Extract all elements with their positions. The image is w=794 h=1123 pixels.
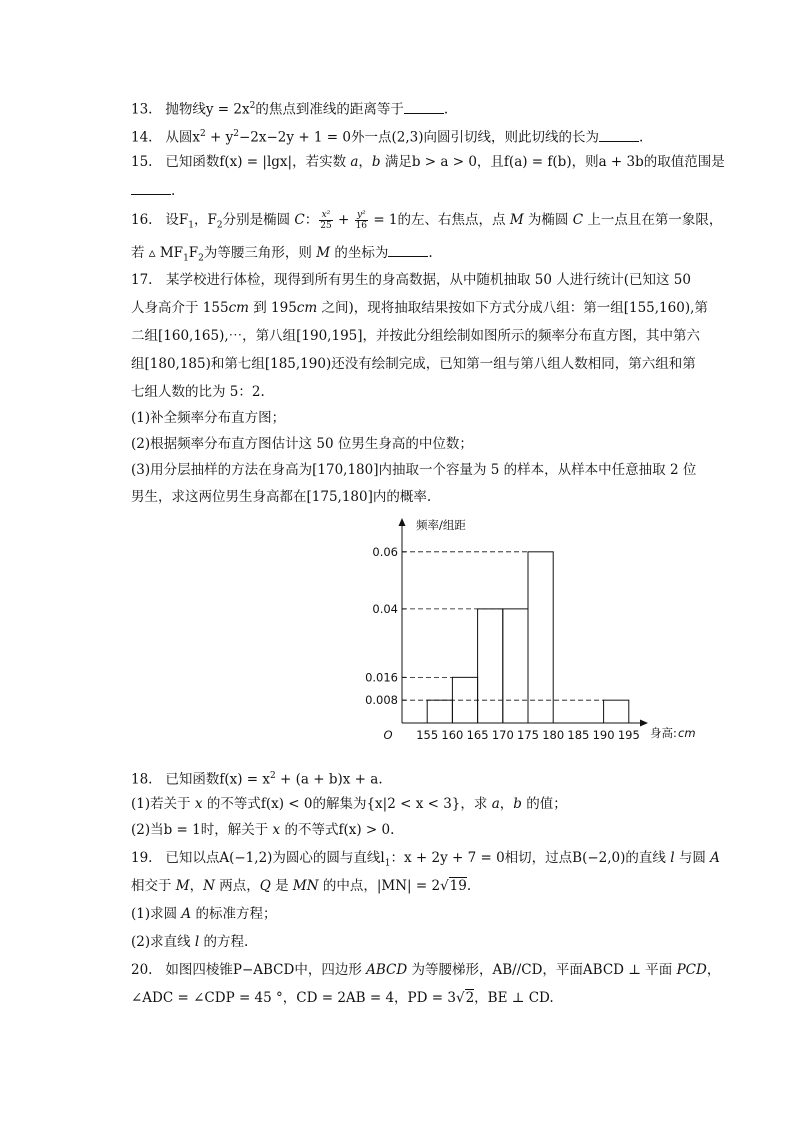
histogram-bar xyxy=(427,700,452,723)
question-17-line1: 17. 某学校进行体检，现得到所有男生的身高数据，从中随机抽取 50 人进行统计(已知这 50 xyxy=(131,272,691,288)
x-tick-label: 170 xyxy=(491,728,514,742)
histogram-bar xyxy=(452,677,477,723)
question-19-line2: 相交于 M，N 两点，Q 是 MN 的中点，|MN| = 2√19. xyxy=(131,878,472,894)
question-19-sub2: (2)求直线 l 的方程. xyxy=(131,934,249,950)
question-17-line2: 人身高介于 155cm 到 195cm 之间)，现将抽取结果按如下方式分成八组：第一组[155,160),第 xyxy=(131,300,708,316)
question-18: 18. 已知函数$f(x) = x^2 + (a + b)x + a$. xyxy=(131,771,383,788)
question-19: 19. 已知以点A(−1,2)为圆心的圆与直线$l_1$：x + 2y + 7 = 0相切，过点B(−2,0)的直线 l 与圆 A xyxy=(131,850,720,869)
question-15: 15. 已知函数f(x) = |lgx|，若实数 a，b 满足b > a > 0，且f(a) = f(b)，则a + 3b的取值范围是 xyxy=(131,154,725,170)
fraction-x2-25: $\frac{\text{x²}}{25}$ xyxy=(320,210,332,231)
answer-blank xyxy=(599,127,639,142)
answer-blank xyxy=(404,99,444,114)
question-15-blank-line: . xyxy=(131,180,175,201)
y-tick-label: 0.04 xyxy=(372,601,398,616)
question-17-line4: 组[180,185)和第七组[185,190)还没有绘制完成，已知第一组与第八组人数相同，第六组和第 xyxy=(131,356,696,372)
y-tick-label: 0.016 xyxy=(365,670,398,685)
question-20-line2: ∠ADC = ∠CDP = 45 °，CD = 2AB = 4，PD = 3√2，BE ⊥ CD. xyxy=(131,990,554,1006)
histogram-bar xyxy=(503,609,528,723)
histogram-bar xyxy=(478,609,503,723)
x-tick-label: 190 xyxy=(592,728,615,742)
origin-label: O xyxy=(383,728,393,742)
question-17-sub1: (1)补全频率分布直方图； xyxy=(131,410,286,426)
question-17-line3: 二组[160,165),⋯，第八组[190,195]，并按此分组绘制如图所示的频率分布直方图，其中第六 xyxy=(131,328,701,344)
y-tick-label: 0.06 xyxy=(372,544,398,559)
histogram-bar xyxy=(528,552,553,723)
x-tick-label: 160 xyxy=(441,728,464,742)
question-18-sub2: (2)当b = 1时，解关于 x 的不等式f(x) > 0. xyxy=(131,822,395,838)
fraction-y2-16: $\frac{\text{y²}}{16}$ xyxy=(355,210,368,231)
y-axis-arrow xyxy=(399,518,406,526)
question-13: 13. 抛物线$y = 2x^2$的焦点到准线的距离等于 . xyxy=(131,96,448,120)
answer-blank xyxy=(388,242,428,257)
x-axis-arrow xyxy=(640,720,648,727)
question-16-line2: 若 ▵ $MF_1F_2$为等腰三角形，则 M 的坐标为 . xyxy=(131,242,433,269)
question-17-sub3-line2: 男生，求这两位男生身高都在[175,180]内的概率. xyxy=(131,489,432,505)
x-tick-label: 180 xyxy=(542,728,565,742)
question-18-sub1: (1)若关于 x 的不等式f(x) < 0的解集为{x|2 < x < 3}，求 a，b 的值； xyxy=(131,796,567,812)
question-16: 16. 设$F_1$，$F_2$分别是椭圆 C： $\frac{\text{x²}}{25}$ + $\frac{\text{y²}}{16}$ = 1的左、右焦点，点 M 为椭圆 C 上一点且在第一象限， xyxy=(131,210,723,231)
x-tick-label: 175 xyxy=(517,728,539,742)
question-14: 14. 从圆$x^2 + y^2-2x-2y + 1 = 0$外一点(2,3)向圆引切线，则此切线的长为 . xyxy=(131,124,643,148)
histogram-bar xyxy=(604,700,629,723)
x-tick-label: 165 xyxy=(466,728,489,742)
answer-blank xyxy=(131,180,171,195)
x-tick-label: 155 xyxy=(416,728,439,742)
y-tick-label: 0.008 xyxy=(365,693,398,708)
y-axis-label: 频率/组距 xyxy=(416,518,466,532)
question-17-line5: 七组人数的比为 5：2. xyxy=(131,384,265,400)
question-17-sub2: (2)根据频率分布直方图估计这 50 位男生身高的中位数； xyxy=(131,436,473,452)
question-20: 20. 如图四棱锥P−ABCD中，四边形 ABCD 为等腰梯形，AB//CD，平面ABCD ⊥ 平面 PCD， xyxy=(131,962,721,978)
question-19-sub1: (1)求圆 A 的标准方程； xyxy=(131,906,277,922)
frequency-histogram xyxy=(360,512,710,744)
x-axis-unit: cm xyxy=(678,726,696,740)
x-axis-label: 身高: xyxy=(650,726,677,740)
x-tick-label: 185 xyxy=(567,728,590,742)
question-17-sub3-line1: (3)用分层抽样的方法在身高为[170,180]内抽取一个容量为 5 的样本，从样本中任意抽取 2 位 xyxy=(131,462,697,478)
x-tick-label: 195 xyxy=(617,728,640,742)
